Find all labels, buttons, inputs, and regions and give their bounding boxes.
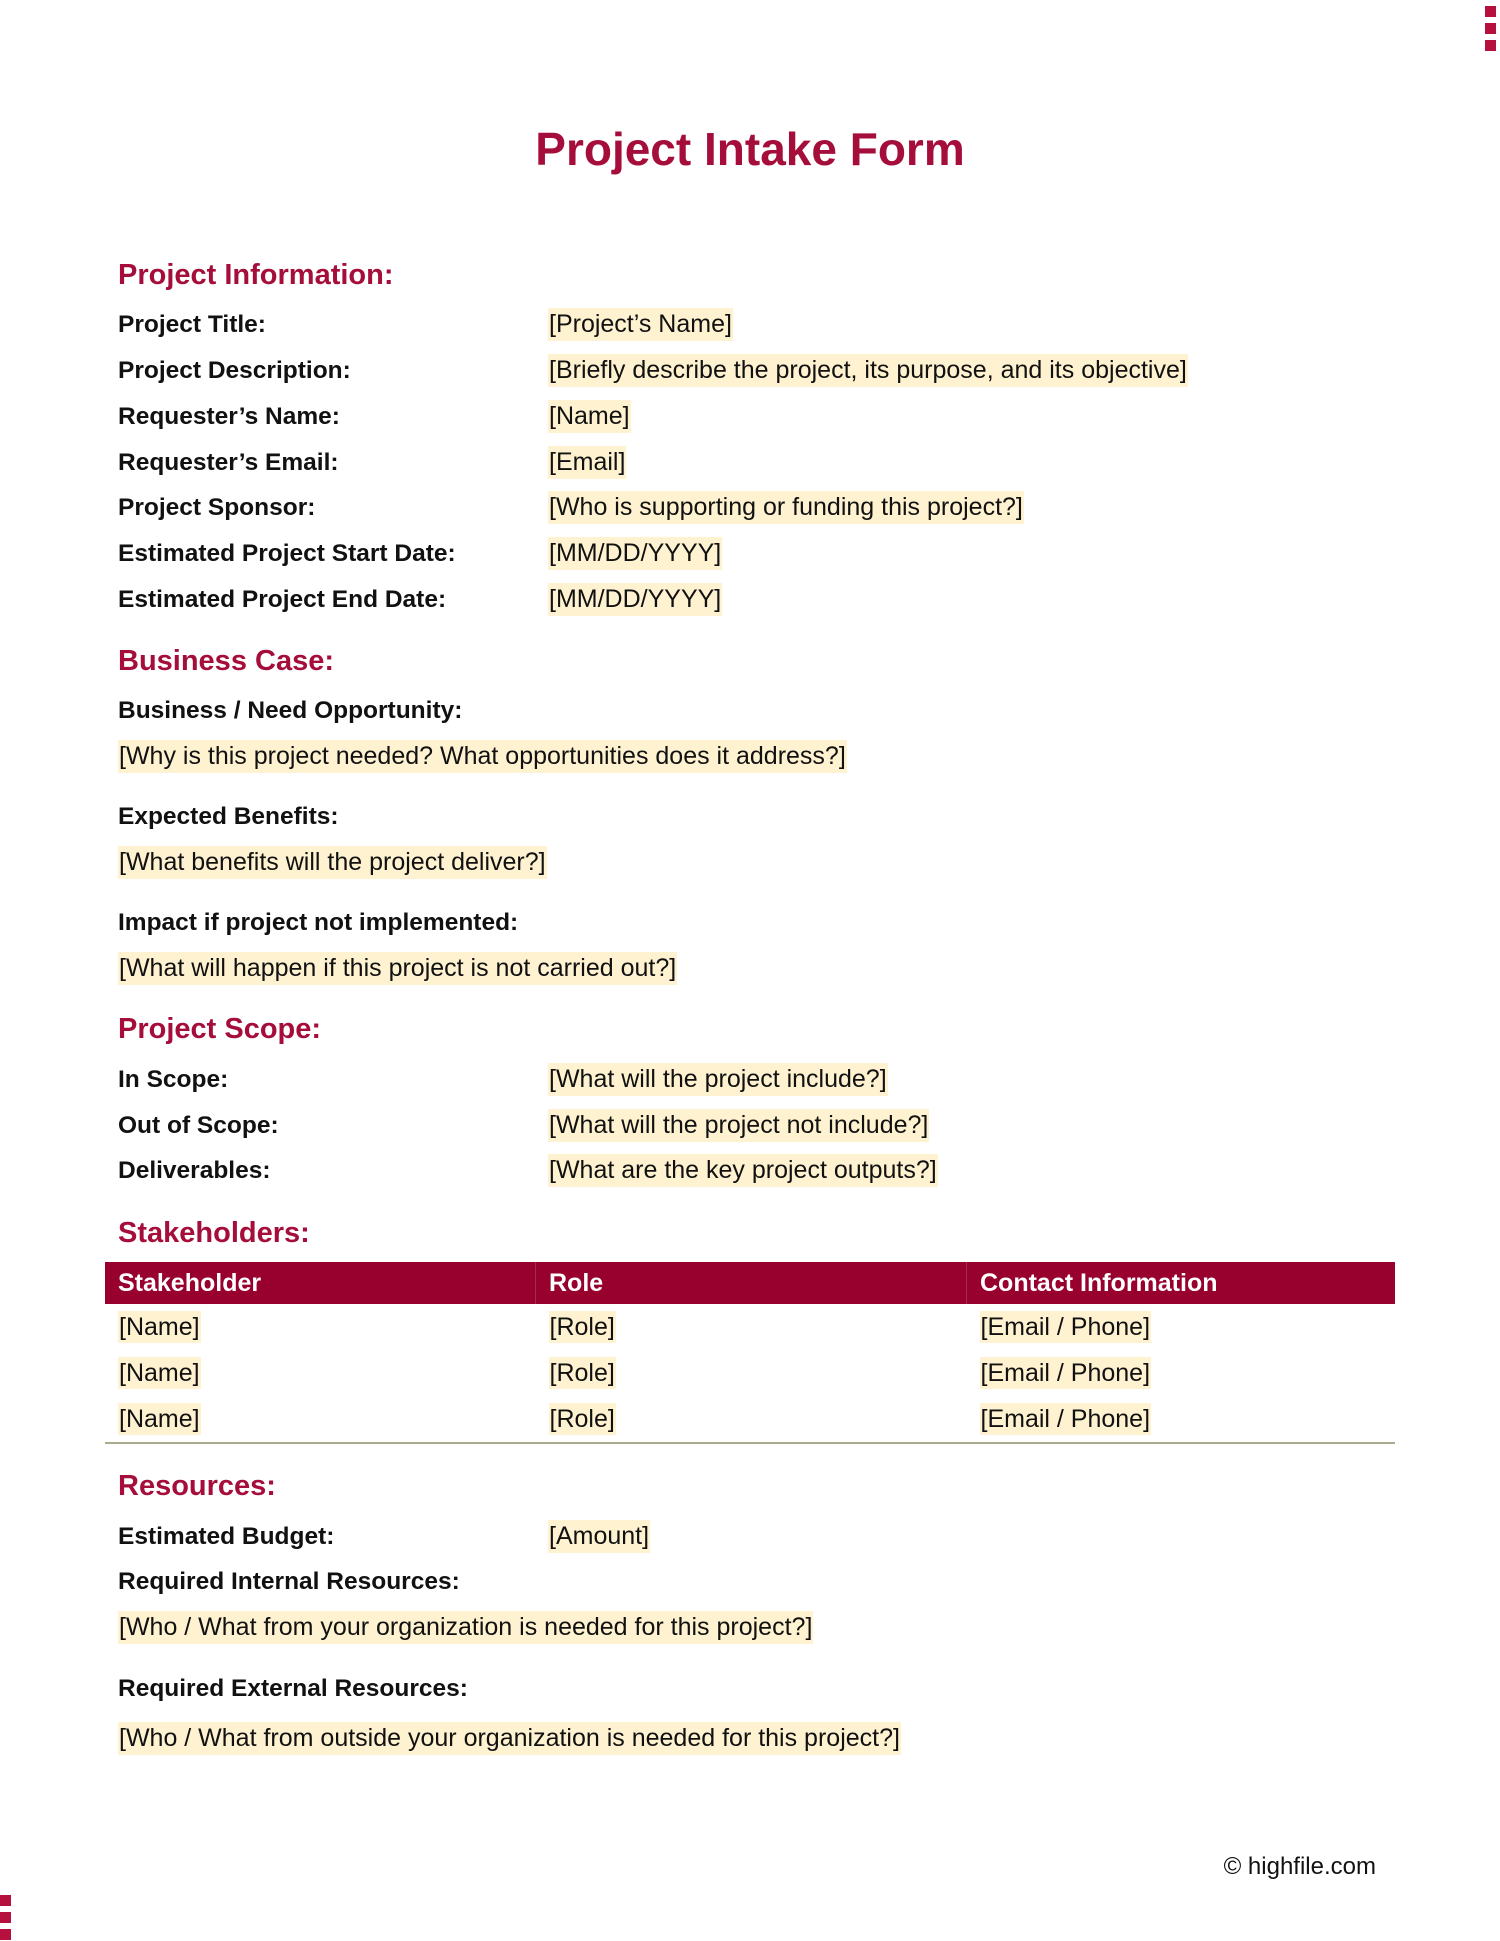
field-out-of-scope[interactable]: [What will the project not include?] [548, 1109, 929, 1142]
table-cell [105, 1396, 536, 1443]
stakeholder-contact[interactable]: [Email / Phone] [980, 1358, 1151, 1387]
stakeholder-role[interactable]: [Role] [549, 1404, 615, 1433]
table-cell [536, 1396, 967, 1443]
section-heading-project-information: Project Information: [118, 259, 394, 291]
square-mark [0, 1929, 11, 1940]
table-cell [105, 1350, 536, 1396]
stakeholders-table [105, 1262, 1395, 1444]
field-external-resources[interactable]: [Who / What from outside your organization is needed for this project?] [118, 1722, 901, 1755]
column-header-contact: Contact Information [967, 1262, 1396, 1304]
stakeholder-name[interactable]: [Name] [119, 1312, 200, 1341]
field-label: Estimated Budget: [118, 1523, 335, 1550]
field-label: Project Description: [118, 357, 351, 384]
field-expected-benefits[interactable]: [What benefits will the project deliver?] [118, 846, 547, 879]
field-label: Estimated Project End Date: [118, 586, 447, 613]
section-heading-project-scope: Project Scope: [118, 1013, 322, 1045]
field-start-date[interactable]: [MM/DD/YYYY] [548, 537, 722, 570]
field-estimated-budget[interactable]: [Amount] [548, 1520, 650, 1553]
field-label: Requester’s Email: [118, 449, 339, 476]
stakeholder-name[interactable]: [Name] [119, 1358, 200, 1387]
stakeholder-contact[interactable]: [Email / Phone] [980, 1404, 1151, 1433]
table-row [105, 1396, 1395, 1443]
square-mark [1485, 23, 1496, 34]
field-label: Business / Need Opportunity: [118, 697, 463, 724]
square-mark [0, 1912, 11, 1923]
field-label: In Scope: [118, 1066, 229, 1093]
table-row [105, 1350, 1395, 1396]
stakeholder-contact[interactable]: [Email / Phone] [980, 1312, 1151, 1341]
column-header-role: Role [536, 1262, 967, 1304]
table-cell [967, 1304, 1396, 1350]
table-header-row [105, 1262, 1395, 1304]
copyright-footer: © highfile.com [1223, 1853, 1376, 1880]
field-label: Estimated Project Start Date: [118, 540, 456, 567]
field-in-scope[interactable]: [What will the project include?] [548, 1063, 888, 1096]
field-project-description[interactable]: [Briefly describe the project, its purpose, and its objective] [548, 354, 1188, 387]
field-business-need[interactable]: [Why is this project needed? What opportunities does it address?] [118, 740, 847, 773]
table-row [105, 1304, 1395, 1350]
field-requester-name[interactable]: [Name] [548, 400, 631, 433]
field-label: Expected Benefits: [118, 803, 339, 830]
table-cell [967, 1350, 1396, 1396]
table-cell [105, 1304, 536, 1350]
table-cell [536, 1350, 967, 1396]
field-project-sponsor[interactable]: [Who is supporting or funding this project?] [548, 491, 1024, 524]
field-label: Required External Resources: [118, 1675, 468, 1702]
field-label: Deliverables: [118, 1157, 271, 1184]
section-heading-business-case: Business Case: [118, 645, 334, 677]
table-cell [967, 1396, 1396, 1443]
field-label: Requester’s Name: [118, 403, 340, 430]
field-label: Impact if project not implemented: [118, 909, 519, 936]
section-heading-resources: Resources: [118, 1470, 276, 1502]
field-label: Out of Scope: [118, 1112, 279, 1139]
section-heading-stakeholders: Stakeholders: [118, 1217, 310, 1249]
field-requester-email[interactable]: [Email] [548, 446, 626, 479]
field-deliverables[interactable]: [What are the key project outputs?] [548, 1154, 938, 1187]
field-label: Required Internal Resources: [118, 1568, 460, 1595]
field-end-date[interactable]: [MM/DD/YYYY] [548, 583, 722, 616]
stakeholder-name[interactable]: [Name] [119, 1404, 200, 1433]
field-impact[interactable]: [What will happen if this project is not carried out?] [118, 952, 677, 985]
field-label: Project Title: [118, 311, 266, 338]
field-internal-resources[interactable]: [Who / What from your organization is needed for this project?] [118, 1611, 813, 1644]
field-project-title[interactable]: [Project’s Name] [548, 308, 733, 341]
field-label: Project Sponsor: [118, 494, 316, 521]
page-title: Project Intake Form [535, 123, 965, 175]
stakeholder-role[interactable]: [Role] [549, 1358, 615, 1387]
stakeholder-role[interactable]: [Role] [549, 1312, 615, 1341]
column-header-stakeholder: Stakeholder [105, 1262, 536, 1304]
square-mark [1485, 40, 1496, 51]
table-cell [536, 1304, 967, 1350]
square-mark [1485, 6, 1496, 17]
square-mark [0, 1895, 11, 1906]
